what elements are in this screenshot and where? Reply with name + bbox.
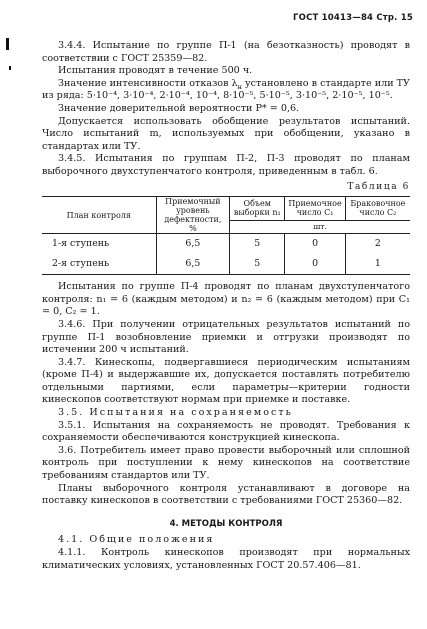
paragraph-p4: Испытания по группе П-4 проводят по планам двухступенчатого контроля: n₁ = 6 (каждым методом) и n₂ = 6 (каждым методом) при C₁ = 0, C₂ = 1. [42, 281, 410, 318]
header-sample: Объем выборки n₁ [230, 197, 285, 220]
unit-cell: шт. [230, 220, 410, 234]
paragraph-allowed: Допускается использовать обобщение результатов испытаний. Число испытаний m, используемых при обобщении, указано в стандартах или ТУ. [42, 115, 410, 152]
heading-3-5: 3.5. Испытания на сохраняемость [58, 407, 293, 419]
paragraph-3-5-1: 3.5.1. Испытания на сохраняемость не проводят. Требования к сохраняемости обеспечиваются конструкцией кинескопа. [42, 419, 410, 444]
cell-reject: 2 [345, 234, 410, 255]
table-row [42, 234, 410, 255]
paragraph-3-6: 3.6. Потребитель имеет право провести выборочный или сплошной контроль при поступлении к нему кинескопов на соответствие требованиям стандартов или ТУ. [42, 444, 410, 482]
paragraph-3-4-4: 3.4.4. Испытание по группе П-1 (на безотказность) проводят в соответствии с ГОСТ 25359—82. [42, 40, 410, 64]
paragraph-probability: Значение доверительной вероятности P* = 0,6. [58, 102, 300, 114]
document-body [42, 40, 410, 572]
cell-sample: 5 [230, 234, 285, 255]
margin-mark [6, 38, 9, 50]
cell-accept: 0 [285, 254, 345, 275]
heading-4-1: 4.1. Общие положения [58, 534, 215, 546]
header-accept: Приемочное число C₁ [285, 197, 345, 220]
paragraph-3-4-6: 3.4.6. При получении отрицательных результатов испытаний по группе П-1 возобновление приемки и отгрузки производят по истечении 200 ч испытаний. [42, 318, 410, 356]
intensity-tail: установлено в стандарте или ТУ из ряда: 5·10⁻⁴, 3·10⁻⁴, 2·10⁻⁴, 10⁻⁴, 8·10⁻⁵, 5·10⁻⁵, 3·10⁻⁵, 2·10⁻⁵, 10⁻⁵. [42, 77, 410, 102]
section-4-title: 4. МЕТОДЫ КОНТРОЛЯ [169, 518, 283, 529]
table-caption: Таблица 6 [347, 181, 410, 192]
table-header-row [42, 197, 410, 220]
header-plan: План контроля [42, 197, 156, 234]
paragraph-4-1-1: 4.1.1. Контроль кинескопов производят при нормальных климатических условиях, установленных ГОСТ 20.57.406—81. [42, 547, 410, 571]
header-reject: Браковочное число C₂ [345, 197, 410, 220]
paragraph-duration: Испытания проводят в течение 500 ч. [58, 65, 253, 77]
table-6 [42, 196, 410, 275]
paragraph-plans: Планы выборочного контроля устанавливают в договоре на поставку кинескопов в соответствии с требованиями ГОСТ 25360—82. [42, 482, 410, 507]
paragraph-intensity [42, 78, 410, 103]
page-header: ГОСТ 10413—84 Стр. 15 [293, 13, 413, 23]
intensity-text: Значение интенсивности отказов λ [58, 77, 238, 89]
margin-mark [9, 66, 11, 70]
cell-reject: 1 [345, 254, 410, 275]
cell-accept: 0 [285, 234, 345, 255]
cell-sample: 5 [230, 254, 285, 275]
intensity-subscript: н [237, 82, 242, 91]
header-aql: Приемочный уровень дефектности, % [156, 197, 230, 234]
cell-aql: 6,5 [156, 234, 230, 255]
cell-plan: 2-я ступень [42, 254, 156, 275]
paragraph-3-4-5: 3.4.5. Испытания по группам П-2, П-3 проводят по планам выборочного двухступенчатого контроля, приведенным в табл. 6. [42, 153, 410, 177]
cell-plan: 1-я ступень [42, 234, 156, 255]
paragraph-3-4-7: 3.4.7. Кинескопы, подвергавшиеся периодическим испытаниям (кроме П-4) и выдержавшие их, допускается поставлять потребителю отдельными партиями, если параметры—критерии годности кинескопов соответствуют нормам при приемке и поставке. [42, 356, 410, 406]
table-row [42, 254, 410, 275]
cell-aql: 6,5 [156, 254, 230, 275]
